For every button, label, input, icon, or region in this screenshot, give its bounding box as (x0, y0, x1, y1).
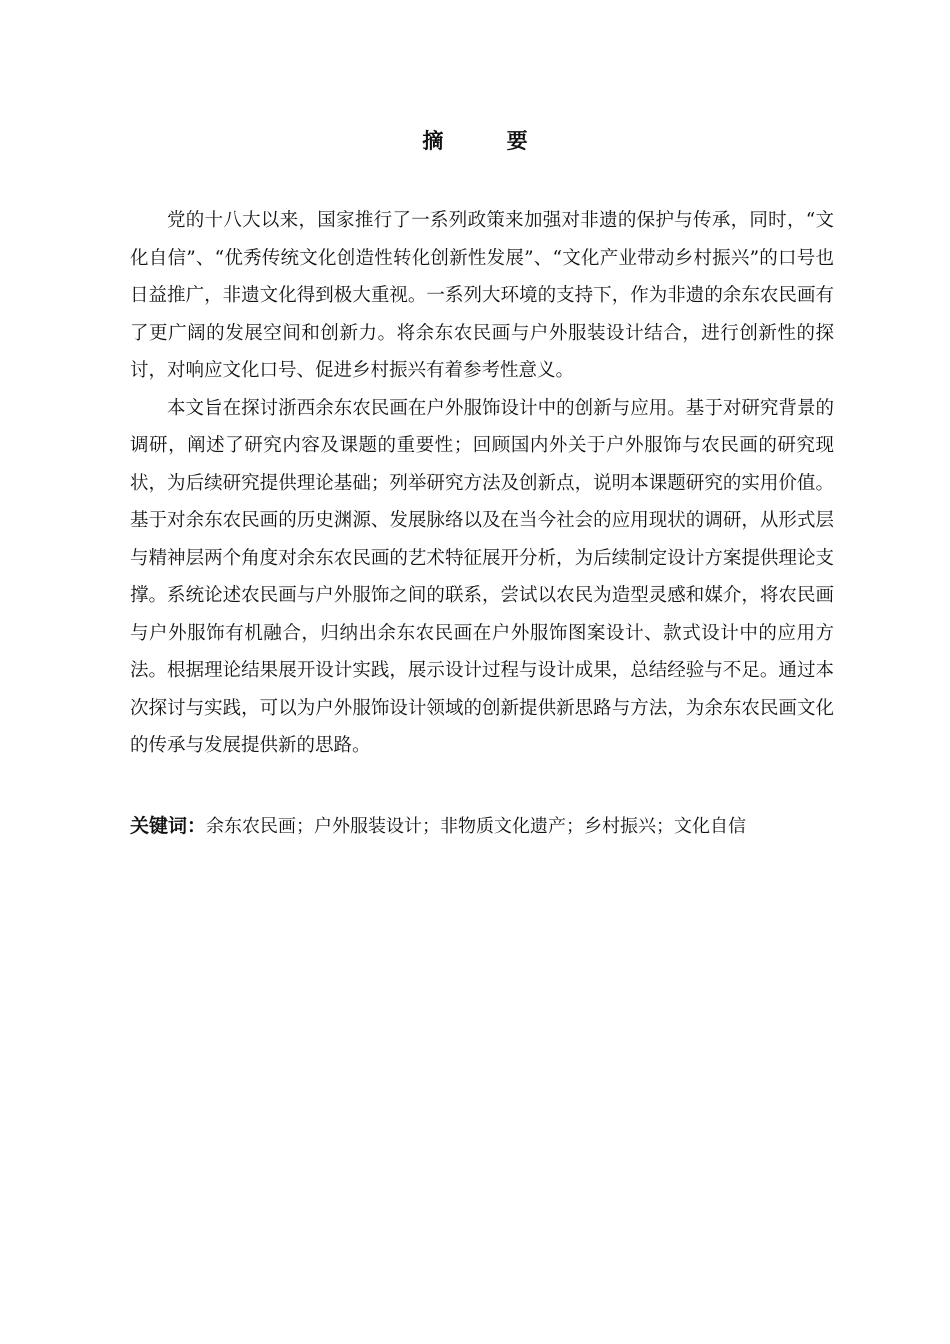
keywords-label: 关键词： (130, 815, 207, 837)
abstract-title: 摘 要 (422, 129, 556, 153)
keywords-text: 余东农民画；户外服装设计；非物质文化遗产；乡村振兴；文化自信 (206, 816, 747, 837)
abstract-paragraph-2: 本文旨在探讨浙西余东农民画在户外服饰设计中的创新与应用。基于对研究背景的调研，阐述了研究内容及课题的重要性；回顾国内外关于户外服饰与农民画的研究现状，为后续研究提供理论基础；列举研究方法及创新点，说明本课题研究的实用价值。基于对余东农民画的历史渊源、发展脉络以及在当今社会的应用现状的调研，从形式层与精神层两个角度对余东农民画的艺术特征展开分析，为后续制定设计方案提供理论支撑。系统论述农民画与户外服饰之间的联系，尝试以农民为造型灵感和媒介，将农民画与户外服饰有机融合，归纳出余东农民画在户外服饰图案设计、款式设计中的应用方法。根据理论结果展开设计实践，展示设计过程与设计成果，总结经验与不足。通过本次探讨与实践，可以为户外服饰设计领域的创新提供新思路与方法，为余东农民画文化的传承与发展提供新的思路。 (130, 397, 834, 756)
abstract-body (130, 202, 834, 765)
keywords-line (130, 808, 834, 845)
abstract-paragraph-1: 党的十八大以来，国家推行了一系列政策来加强对非遗的保护与传承，同时，“文化自信”、“优秀传统文化创造性转化创新性发展”、“文化产业带动乡村振兴”的口号也日益推广，非遗文化得到极大重视。一系列大环境的支持下，作为非遗的余东农民画有了更广阔的发展空间和创新力。将余东农民画与户外服装设计结合，进行创新性的探讨，对响应文化口号、促进乡村振兴有着参考性意义。 (130, 210, 834, 381)
